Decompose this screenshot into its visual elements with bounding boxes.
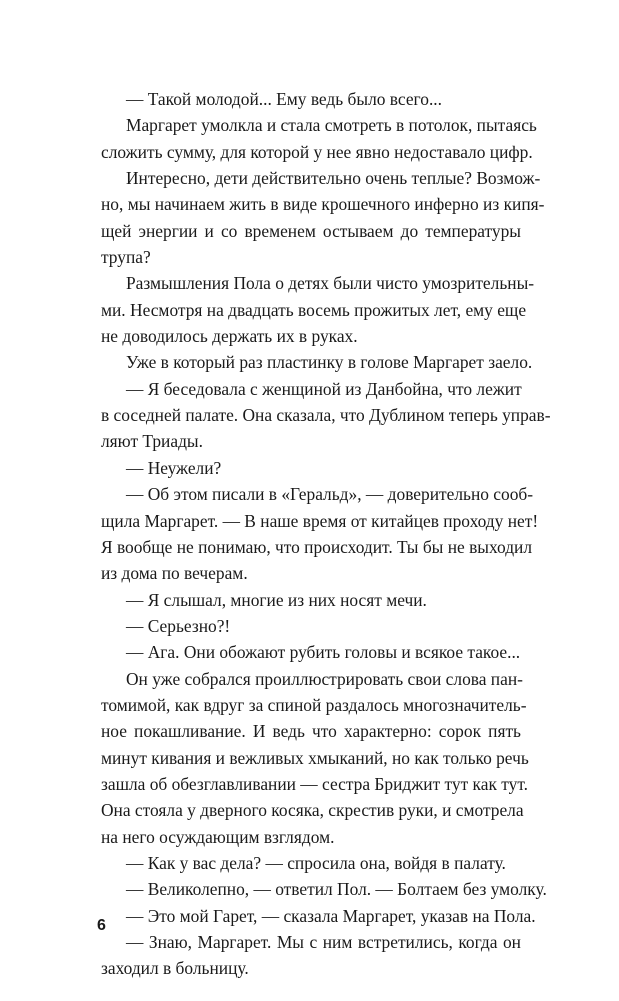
text-line: — Я беседовала с женщиной из Данбойна, что лежит	[126, 378, 522, 399]
text-line: заходил в больницу.	[101, 958, 249, 979]
text-line: Уже в который раз пластинку в голове Маргарет заело.	[126, 352, 533, 373]
text-line: Размышления Пола о детях были чисто умозрительны-	[126, 273, 535, 294]
text-line: — Как у вас дела? — спросила она, войдя в палату.	[126, 852, 506, 873]
text-line: ми. Несмотря на двадцать восемь прожитых лет, ему еще	[101, 299, 527, 320]
text-line: в соседней палате. Она сказала, что Дублином теперь управ-	[101, 405, 551, 426]
text-line: ное покашливание. И ведь что характерно: сорок пять	[101, 721, 521, 742]
text-line: — Об этом писали в «Геральд», — доверительно сооб-	[126, 484, 534, 505]
text-line: Интересно, дети действительно очень теплые? Возмож-	[126, 168, 541, 189]
text-line: зашла об обезглавливании — сестра Бриджит тут как тут.	[101, 773, 528, 794]
text-line: — Ага. Они обожают рубить головы и всякое такое...	[126, 642, 521, 663]
text-line: на него осуждающим взглядом.	[101, 826, 335, 847]
text-line: — Такой молодой... Ему ведь было всего...	[126, 89, 442, 109]
text-line: — Неужели?	[126, 457, 222, 478]
text-line: не доводилось держать их в руках.	[101, 326, 358, 347]
text-line: Она стояла у дверного косяка, скрестив руки, и смотрела	[101, 800, 524, 821]
body-text	[101, 86, 551, 982]
text-line: трупа?	[101, 247, 151, 268]
text-line: из дома по вечерам.	[101, 563, 248, 584]
text-line: ляют Триады.	[101, 431, 203, 452]
text-line: Я вообще не понимаю, что происходит. Ты бы не выходил	[101, 536, 533, 557]
text-line: — Великолепно, — ответил Пол. — Болтаем без умолку.	[126, 879, 547, 900]
text-line: — Это мой Гарет, — сказала Маргарет, указав на Пола.	[126, 905, 536, 926]
text-line: Маргарет умолкла и стала смотреть в потолок, пытаясь	[126, 115, 537, 136]
text-line: томимой, как вдруг за спиной раздалось многозначитель-	[101, 694, 527, 715]
page-number: 6	[97, 917, 106, 934]
text-line: Он уже собрался проиллюстрировать свои слова пан-	[126, 668, 523, 689]
text-line: щила Маргарет. — В наше время от китайцев проходу нет!	[101, 510, 539, 531]
text-line: — Я слышал, многие из них носят мечи.	[126, 589, 427, 610]
text-line: но, мы начинаем жить в виде крошечного инферно из кипя-	[101, 194, 545, 215]
text-line: щей энергии и со временем остываем до температуры	[101, 220, 521, 241]
text-line: — Знаю, Маргарет. Мы с ним встретились, когда он	[126, 932, 521, 952]
text-line: — Серьезно?!	[126, 615, 231, 636]
text-line: сложить сумму, для которой у нее явно недоставало цифр.	[101, 141, 533, 162]
text-line: минут кивания и вежливых хмыканий, но как только речь	[101, 747, 529, 768]
